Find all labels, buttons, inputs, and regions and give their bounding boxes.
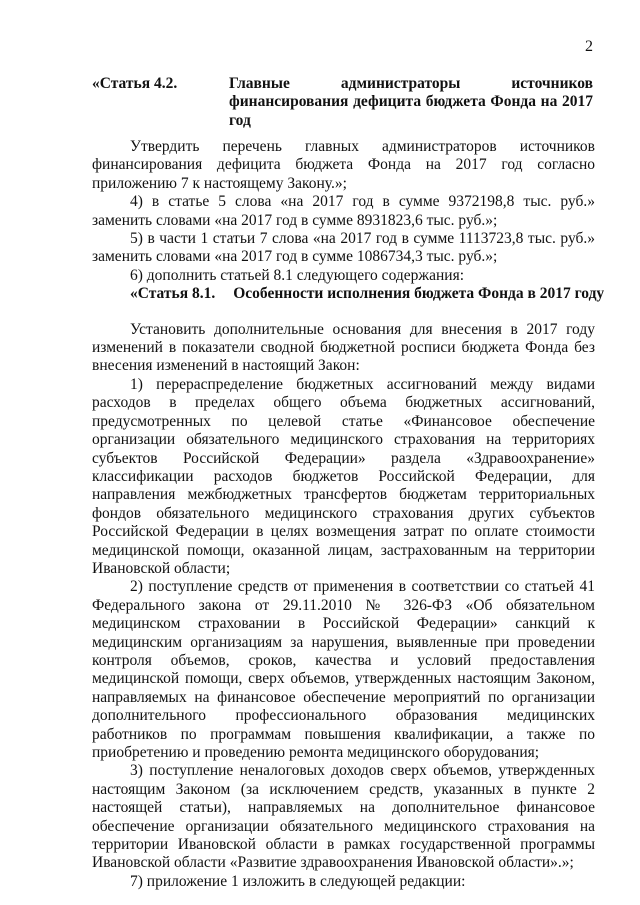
article-8-1-title: Особенности исполнения бюджета Фонда в 2017 году — [233, 285, 605, 303]
subitem-3: 3) поступление неналоговых доходов сверх объемов, утвержденных настоящим Законом (за исключением средств, указанных в пункте 2 настоящей статьи), направляемых на дополнительное финансовое обеспечение организации обязательного медицинского страхования на территории Ивановской области в рамках государственной программы Ивановской области «Развитие здравоохранения Ивановской области».»; — [92, 762, 595, 872]
article-8-1-label: «Статья 8.1. — [130, 285, 216, 303]
amendment-item-7: 7) приложение 1 изложить в следующей редакции: — [130, 872, 466, 890]
paragraph-establish: Установить дополнительные основания для внесения в 2017 году изменений в показатели сводной бюджетной росписи бюджета Фонда без внесения изменений в настоящий Закон: — [92, 320, 595, 375]
article-4-2-label: «Статья 4.2. — [92, 75, 178, 92]
document-body — [92, 138, 605, 891]
article-8-1-heading — [92, 285, 605, 303]
amendment-item-4: 4) в статье 5 слова «на 2017 год в сумме 9372198,8 тыс. руб.» заменить словами «на 2017 год в сумме 8931823,6 тыс. руб.»; — [92, 193, 595, 229]
subitem-2: 2) поступление средств от применения в соответствии со статьей 41 Федерального закона от 29.11.2010 № 326-ФЗ «Об обязательном медицинском страховании в Российской Федерации» санкций к медицинским организациям за нарушения, выявленные при проведении контроля объемов, сроков, качества и условий предоставления медицинской помощи, сверх объемов, утвержденных настоящим Законом, направляемых на финансовое обеспечение мероприятий по организации дополнительного профессионального образования медицинских работников по программам повышения квалификации, а также по приобретению и проведению ремонта медицинского оборудования; — [92, 578, 595, 761]
amendment-item-5: 5) в части 1 статьи 7 слова «на 2017 год в сумме 1113723,8 тыс. руб.» заменить словами «на 2017 год в сумме 1086734,3 тыс. руб.»; — [92, 230, 595, 266]
article-4-2-heading — [92, 75, 595, 131]
subitem-1: 1) перераспределение бюджетных ассигнований между видами расходов в пределах общего объема бюджетных ассигнований, предусмотренных по целевой статье «Финансовое обеспечение организации обязательного медицинского страхования на территориях субъектов Российской Федерации» раздела «Здравоохранение» классификации расходов бюджетов Российской Федерации, для направления межбюджетных трансфертов бюджетам территориальных фондов обязательного медицинского страхования других субъектов Российской Федерации в целях возмещения затрат по оплате стоимости медицинской помощи, оказанной лицам, застрахованным на территории Ивановской области; — [92, 375, 595, 577]
amendment-item-6: 6) дополнить статьей 8.1 следующего содержания: — [130, 266, 464, 284]
page-number: 2 — [585, 38, 593, 55]
article-4-2-title: Главные администраторы источников финансирования дефицита бюджета Фонда на 2017 год — [229, 75, 593, 129]
paragraph-approve: Утвердить перечень главных администраторов источников финансирования дефицита бюджета Фонда на 2017 год согласно приложению 7 к настоящему Закону.»; — [92, 138, 595, 192]
